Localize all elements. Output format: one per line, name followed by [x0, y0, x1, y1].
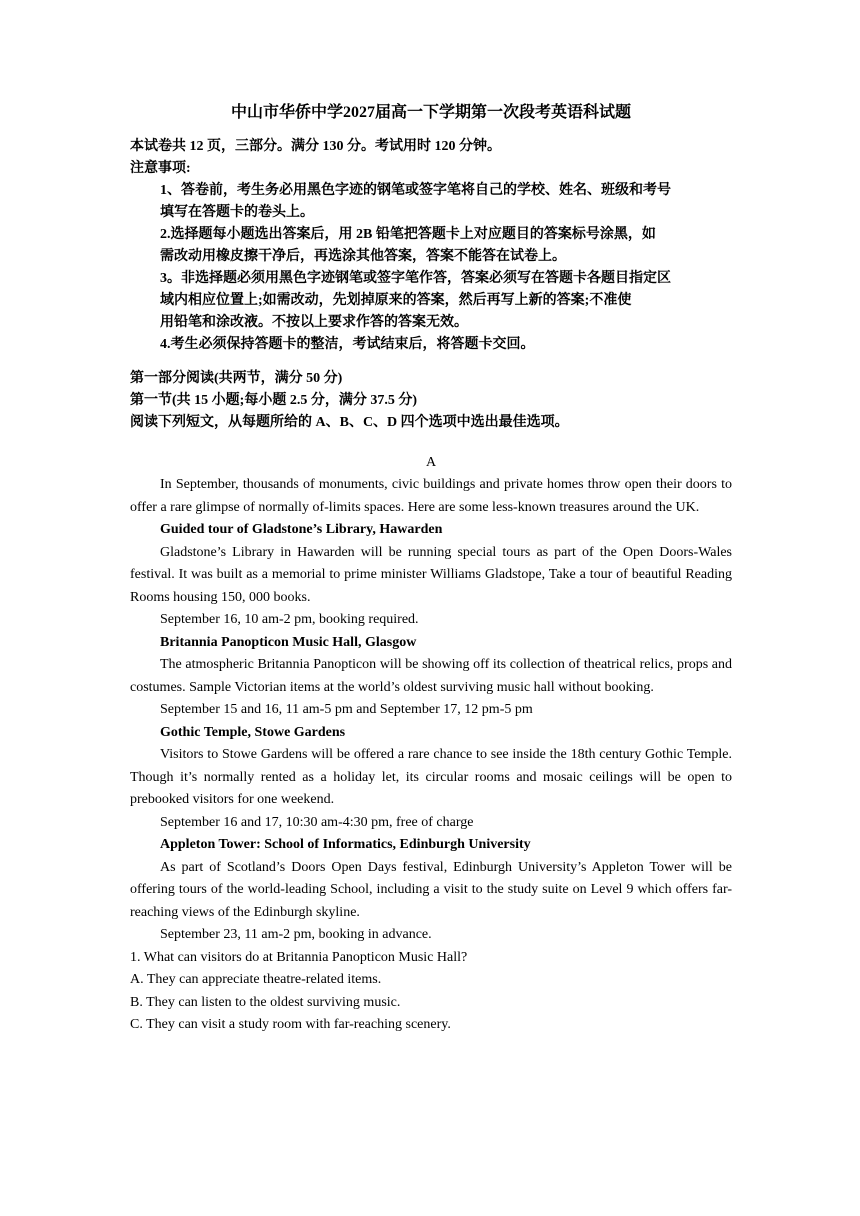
section-info: September 16 and 17, 10:30 am-4:30 pm, free of charge — [160, 814, 474, 830]
notice-line: 域内相应位置上;如需改动，先划掉原来的答案，然后再写上新的答案;不准使 — [160, 293, 632, 308]
notice-item-3 — [160, 268, 732, 334]
section-body: As part of Scotland’s Doors Open Days festival, Edinburgh University’s Appleton Tower will be offering tours of the world-leading School, including a visit to the study suite on Level 9 which offers far-reaching views of the Edinburgh skyline. — [130, 859, 732, 920]
section-info: September 15 and 16, 11 am-5 pm and September 17, 12 pm-5 pm — [160, 702, 533, 717]
passage-intro: In September, thousands of monuments, civic buildings and private homes throw open their doors to offer a rare glimpse of normally of-limits spaces. Here are some less-known treasures around the UK. — [130, 477, 732, 515]
question-stem: 1. What can visitors do at Britannia Panopticon Music Hall? — [130, 949, 468, 965]
notice-line: 2.选择题每小题选出答案后，用 2B 铅笔把答题卡上对应题目的答案标号涂黑，如 — [160, 227, 656, 242]
notice-line: 填写在答题卡的卷头上。 — [160, 205, 314, 220]
notice-heading: 注意事项: — [130, 161, 191, 176]
section-heading: Britannia Panopticon Music Hall, Glasgow — [160, 634, 417, 650]
reading-instruction: 阅读下列短文，从每题所给的 A、B、C、D 四个选项中选出最佳选项。 — [130, 415, 569, 430]
notice-line: 用铅笔和涂改液。不按以上要求作答的答案无效。 — [160, 315, 468, 330]
part-one-heading: 第一部分阅读(共两节，满分 50 分) — [130, 371, 343, 386]
section-info: September 23, 11 am-2 pm, booking in advance. — [160, 927, 432, 942]
section-body: Gladstone’s Library in Hawarden will be running special tours as part of the Open Doors-Wales festival. It was built as a memorial to prime minister Williams Gladstope, Take a tour of beautiful Reading Rooms housing 150, 000 books. — [130, 544, 732, 605]
section-one-heading: 第一节(共 15 小题;每小题 2.5 分，满分 37.5 分) — [130, 393, 417, 408]
notice-line: 1、答卷前，考生务必用黑色字迹的钢笔或签字笔将自己的学校、姓名、班级和考号 — [160, 183, 671, 198]
question-option-c: C. They can visit a study room with far-reaching scenery. — [130, 1017, 451, 1032]
notice-line: 需改动用橡皮擦干净后，再选涂其他答案，答案不能答在试卷上。 — [160, 249, 566, 264]
exam-title: 中山市华侨中学2027届高一下学期第一次段考英语科试题 — [230, 104, 631, 121]
notice-item-1 — [160, 180, 732, 224]
notice-item-2 — [160, 224, 732, 268]
notice-line: 3。非选择题必须用黑色字迹钢笔或签字笔作答，答案必须写在答题卡各题目指定区 — [160, 271, 671, 286]
section-body: The atmospheric Britannia Panopticon will be showing off its collection of theatrical relics, props and costumes. Sample Victorian items at the world’s oldest surviving music hall without booking. — [130, 657, 732, 695]
section-body: Visitors to Stowe Gardens will be offered a rare chance to see inside the 18th century Gothic Temple. Though it’s normally rented as a holiday let, its circular rooms and mosaic ceilings will be open to prebooked visitors for one weekend. — [130, 747, 732, 807]
passage-letter: A — [425, 455, 437, 470]
section-heading: Gothic Temple, Stowe Gardens — [160, 724, 346, 740]
question-option-a: A. They can appreciate theatre-related items. — [130, 972, 382, 987]
section-heading: Appleton Tower: School of Informatics, Edinburgh University — [160, 837, 531, 852]
exam-intro: 本试卷共 12 页，三部分。满分 130 分。考试用时 120 分钟。 — [130, 139, 501, 154]
question-option-b: B. They can listen to the oldest surviving music. — [130, 994, 401, 1010]
notice-line: 4.考生必须保持答题卡的整洁，考试结束后，将答题卡交回。 — [160, 337, 535, 352]
section-info: September 16, 10 am-2 pm, booking required. — [160, 612, 419, 627]
notice-item-4 — [160, 334, 732, 356]
section-heading: Guided tour of Gladstone’s Library, Hawarden — [160, 522, 443, 537]
